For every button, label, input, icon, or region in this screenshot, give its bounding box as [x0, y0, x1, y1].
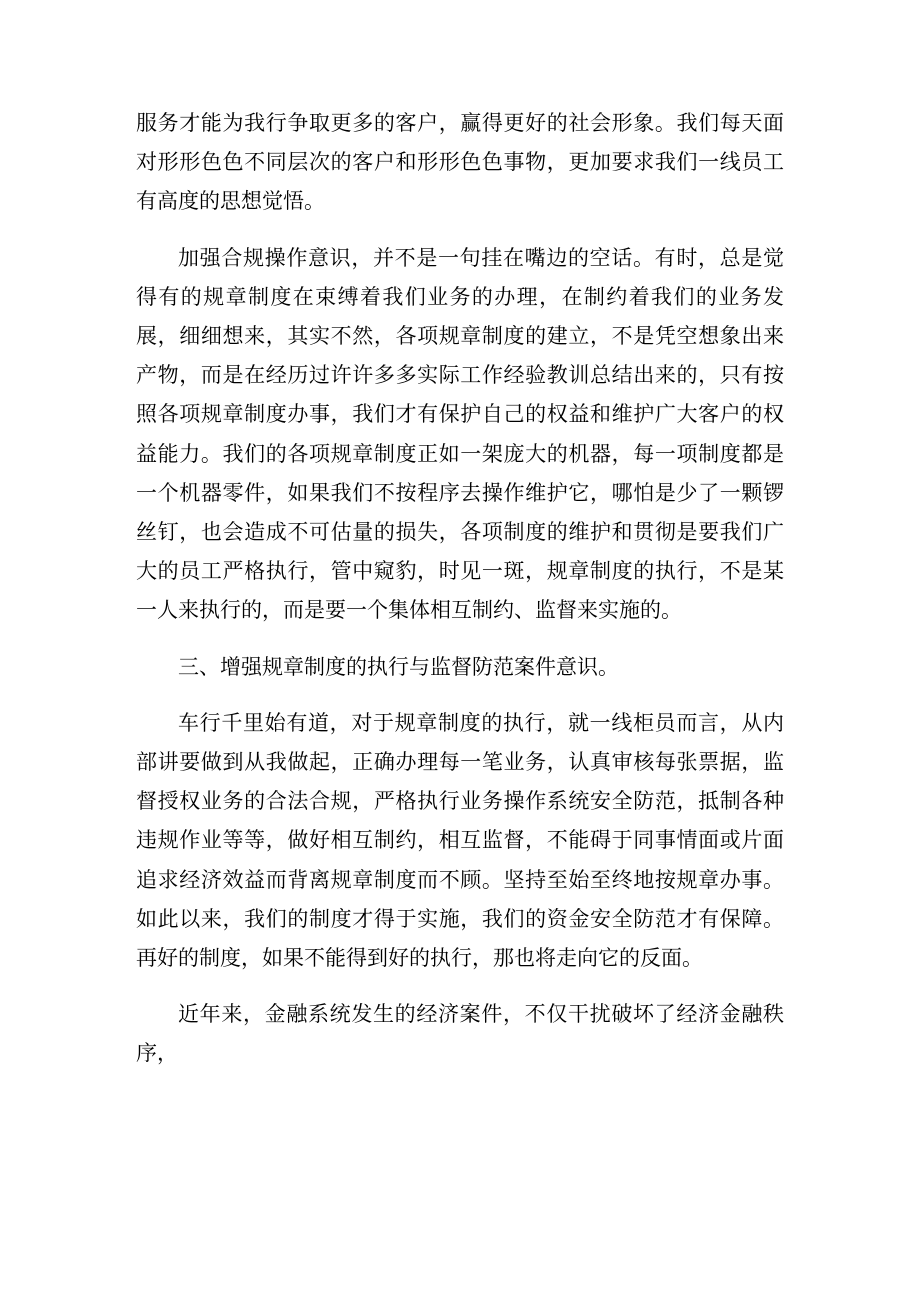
- paragraph-1: 服务才能为我行争取更多的客户，赢得更好的社会形象。我们每天面对形形色色不同层次的客户和形形色色事物，更加要求我们一线员工有高度的思想觉悟。: [136, 111, 784, 214]
- paragraph-3: 车行千里始有道，对于规章制度的执行，就一线柜员而言，从内部讲要做到从我做起，正确办理每一笔业务，认真审核每张票据，监督授权业务的合法合规，严格执行业务操作系统安全防范，抵制各种违规作业等等，做好相互制约，相互监督，不能碍于同事情面或片面追求经济效益而背离规章制度而不顾。坚持至始至终地按规章办事。如此以来，我们的制度才得于实施，我们的资金安全防范才有保障。再好的制度，如果不能得到好的执行，那也将走向它的反面。: [136, 710, 784, 971]
- section-heading: 三、增强规章制度的执行与监督防范案件意识。: [178, 654, 619, 679]
- paragraph-4: 近年来，金融系统发生的经济案件，不仅干扰破坏了经济金融秩序，: [136, 1002, 784, 1066]
- document-body: [136, 104, 784, 1091]
- paragraph-2: 加强合规操作意识，并不是一句挂在嘴边的空话。有时，总是觉得有的规章制度在束缚着我们业务的办理，在制约着我们的业务发展，细细想来，其实不然，各项规章制度的建立，不是凭空想象出来产物，而是在经历过许许多多实际工作经验教训总结出来的，只有按照各项规章制度办事，我们才有保护自己的权益和维护广大客户的权益能力。我们的各项规章制度正如一架庞大的机器，每一项制度都是一个机器零件，如果我们不按程序去操作维护它，哪怕是少了一颗锣丝钉，也会造成不可估量的损失，各项制度的维护和贯彻是要我们广大的员工严格执行，管中窥豹，时见一斑，规章制度的执行，不是某一人来执行的，而是要一个集体相互制约、监督来实施的。: [136, 245, 784, 623]
